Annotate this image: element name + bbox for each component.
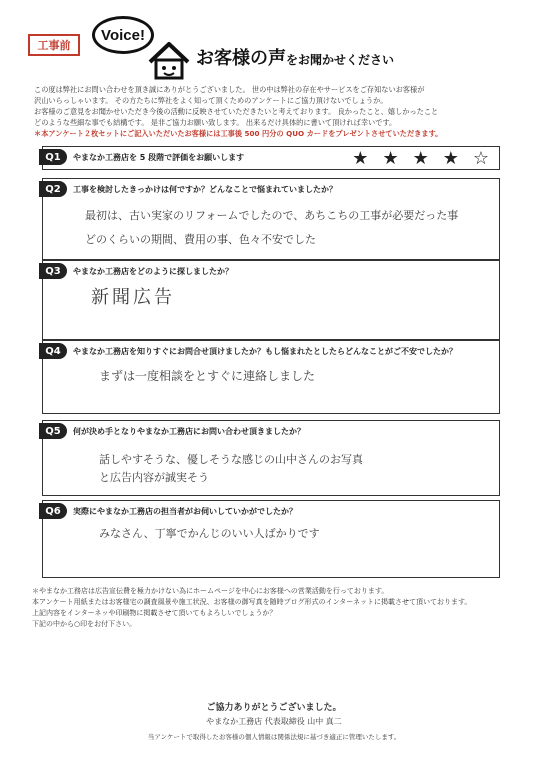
question-q5 xyxy=(42,420,500,496)
intro-text xyxy=(34,84,524,139)
star-filled-icon: ★ xyxy=(352,148,369,169)
status-tag: 工事前 xyxy=(28,34,80,56)
question-number: Q2 xyxy=(39,181,67,197)
intro-campaign: ＊本アンケート２枚セットにご記入いただいたお客様には工事後 500 円分の QUO カードをプレゼントさせていただきます。 xyxy=(34,129,443,138)
page-title xyxy=(196,44,394,70)
intro-line: どのような些細な事でも結構です。 是非ご協力お願い致します。 出来るだけ具体的に書いて頂ければ幸いです。 xyxy=(34,118,397,127)
question-number: Q4 xyxy=(39,343,67,359)
rating-stars xyxy=(352,148,489,169)
answer-line: 最初は、古い実家のリフォームでしたので、あちこちの工事が必要だった事 xyxy=(85,209,459,222)
house-icon xyxy=(148,40,190,80)
question-q4 xyxy=(42,340,500,414)
question-number: Q3 xyxy=(39,263,67,279)
question-text: 実際にやまなか工務店の担当者がお伺いしていかがでしたか？ xyxy=(73,506,297,516)
footer-line: 本アンケート用紙またはお客様宅の調査風景や施工状況、お客様の御写真を随時ブログ形式のインターネットに掲載させて頂いております。 xyxy=(32,598,472,606)
answer-line: まずは一度相談をとすぐに連絡しました xyxy=(99,369,316,383)
question-q2 xyxy=(42,178,500,260)
question-text: やまなか工務店を 5 段階で評価をお願いします xyxy=(73,152,245,162)
question-text: やまなか工務店をどのように探しましたか？ xyxy=(73,266,233,276)
question-number: Q5 xyxy=(39,423,67,439)
intro-line: この度は弊社にお問い合わせを頂き誠にありがとうございました。 世の中は弊社の存在やサービスをご存知ないお客様が xyxy=(34,85,425,94)
question-number: Q6 xyxy=(39,503,67,519)
question-text: やまなか工務店を知りすぐにお問合せ頂けましたか？もし悩まれたとしたらどんなことがご不安でしたか？ xyxy=(73,346,457,356)
star-filled-icon: ★ xyxy=(412,148,429,169)
title-sub: をお聞かせください xyxy=(286,53,395,67)
question-text: 工事を検討したきっかけは何ですか？どんなことで悩まれていましたか？ xyxy=(73,184,337,194)
star-empty-icon: ☆ xyxy=(472,148,489,169)
star-filled-icon: ★ xyxy=(382,148,399,169)
footer-line: 上記内容をインターネッや印刷物に掲載させて頂いてもよろしいでしょうか？ xyxy=(32,609,277,617)
question-text: 何が決め手となりやまなか工務店にお問い合わせ頂きましたか？ xyxy=(73,426,305,436)
title-main: お客様の声 xyxy=(196,48,286,69)
question-number: Q1 xyxy=(39,149,67,165)
star-filled-icon: ★ xyxy=(442,148,459,169)
question-q6 xyxy=(42,500,500,578)
intro-line: 沢山いらっしゃいます。 その方たちに弊社をよく知って頂くためのアンケートにご協力頂けないでしょうか。 xyxy=(34,96,388,105)
question-q3 xyxy=(42,260,500,340)
answer-line: 話しやすそうな、優しそうな感じの山中さんのお写真 xyxy=(99,453,363,466)
answer-line: 新聞広告 xyxy=(91,287,175,308)
intro-line: お客様のご意見をお聞かせいただき今後の活動に反映させていただきたいと考えております。 良かったこと、嬉しかったこと xyxy=(34,107,439,116)
footer-notes xyxy=(32,586,522,630)
answer-line: と広告内容が誠実そう xyxy=(99,471,209,484)
answer-line: どのくらいの期間、費用の事、色々不安でした xyxy=(85,233,316,246)
signature-text: やまなか工務店 代表取締役 山中 真二 xyxy=(206,717,342,726)
voice-logo: Voice! xyxy=(92,16,154,54)
thanks-text: ご協力ありがとうございました。 xyxy=(206,703,342,713)
question-q1 xyxy=(42,146,500,170)
privacy-note: 当アンケートで取得したお客様の個人情報は関係法規に基づき適正に管理いたします。 xyxy=(147,733,401,741)
footer-line: 下記の中から○印をお付下さい。 xyxy=(32,620,137,628)
footer-line: ＊やまなか工務店は広告宣伝費を極力かけない為にホームページを中心にお客様への営業活動を行っております。 xyxy=(32,587,389,595)
answer-line: みなさん、丁寧でかんじのいい人ばかりです xyxy=(99,527,320,540)
